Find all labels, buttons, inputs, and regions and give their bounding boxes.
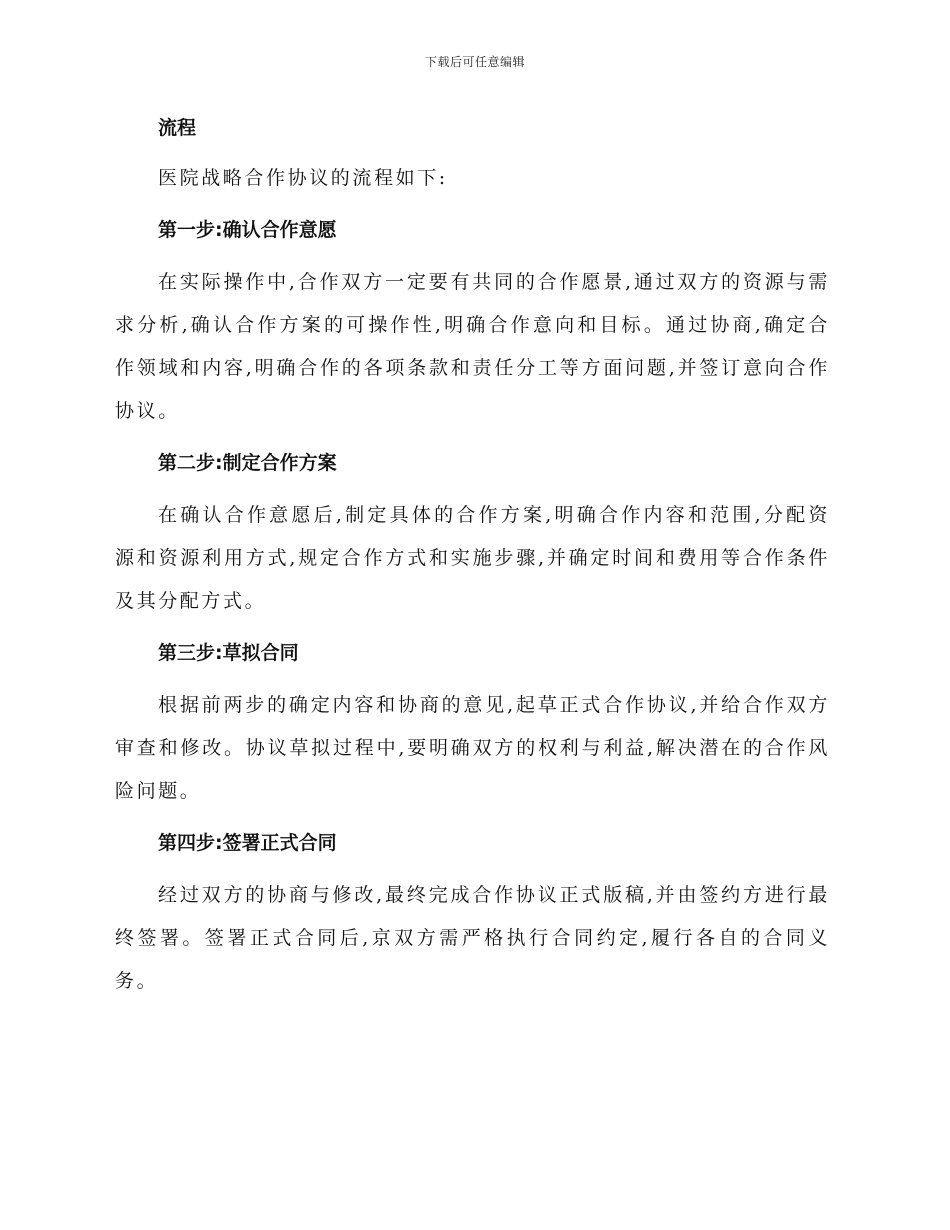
document-content [115,108,830,1003]
header-note: 下载后可任意编辑 [424,55,525,69]
step-3-body: 根据前两步的确定内容和协商的意见,起草正式合作协议,并给合作双方审查和修改。协议草拟过程中,要明确双方的权利与利益,解决潜在的合作风险问题。 [115,694,830,802]
section-title: 流程 [158,117,197,139]
step-4-body: 经过双方的协商与修改,最终完成合作协议正式版稿,并由签约方进行最终签署。签署正式合同后,京双方需严格执行合同约定,履行各自的合同义务。 [115,884,830,992]
step-2-body: 在确认合作意愿后,制定具体的合作方案,明确合作内容和范围,分配资源和资源利用方式,规定合作方式和实施步骤,并确定时间和费用等合作条件及其分配方式。 [115,504,830,612]
step-1-heading: 第一步:确认合作意愿 [158,219,337,241]
step-2-heading: 第二步:制定合作方案 [158,452,337,474]
step-3-heading: 第三步:草拟合同 [158,642,299,664]
intro-paragraph: 医院战略合作协议的流程如下: [158,167,448,189]
step-1-body: 在实际操作中,合作双方一定要有共同的合作愿景,通过双方的资源与需求分析,确认合作方案的可操作性,明确合作意向和目标。通过协商,确定合作领域和内容,明确合作的各项条款和责任分工等方面问题,并签订意向合作协议。 [115,271,830,422]
step-4-heading: 第四步:签署正式合同 [158,832,337,854]
